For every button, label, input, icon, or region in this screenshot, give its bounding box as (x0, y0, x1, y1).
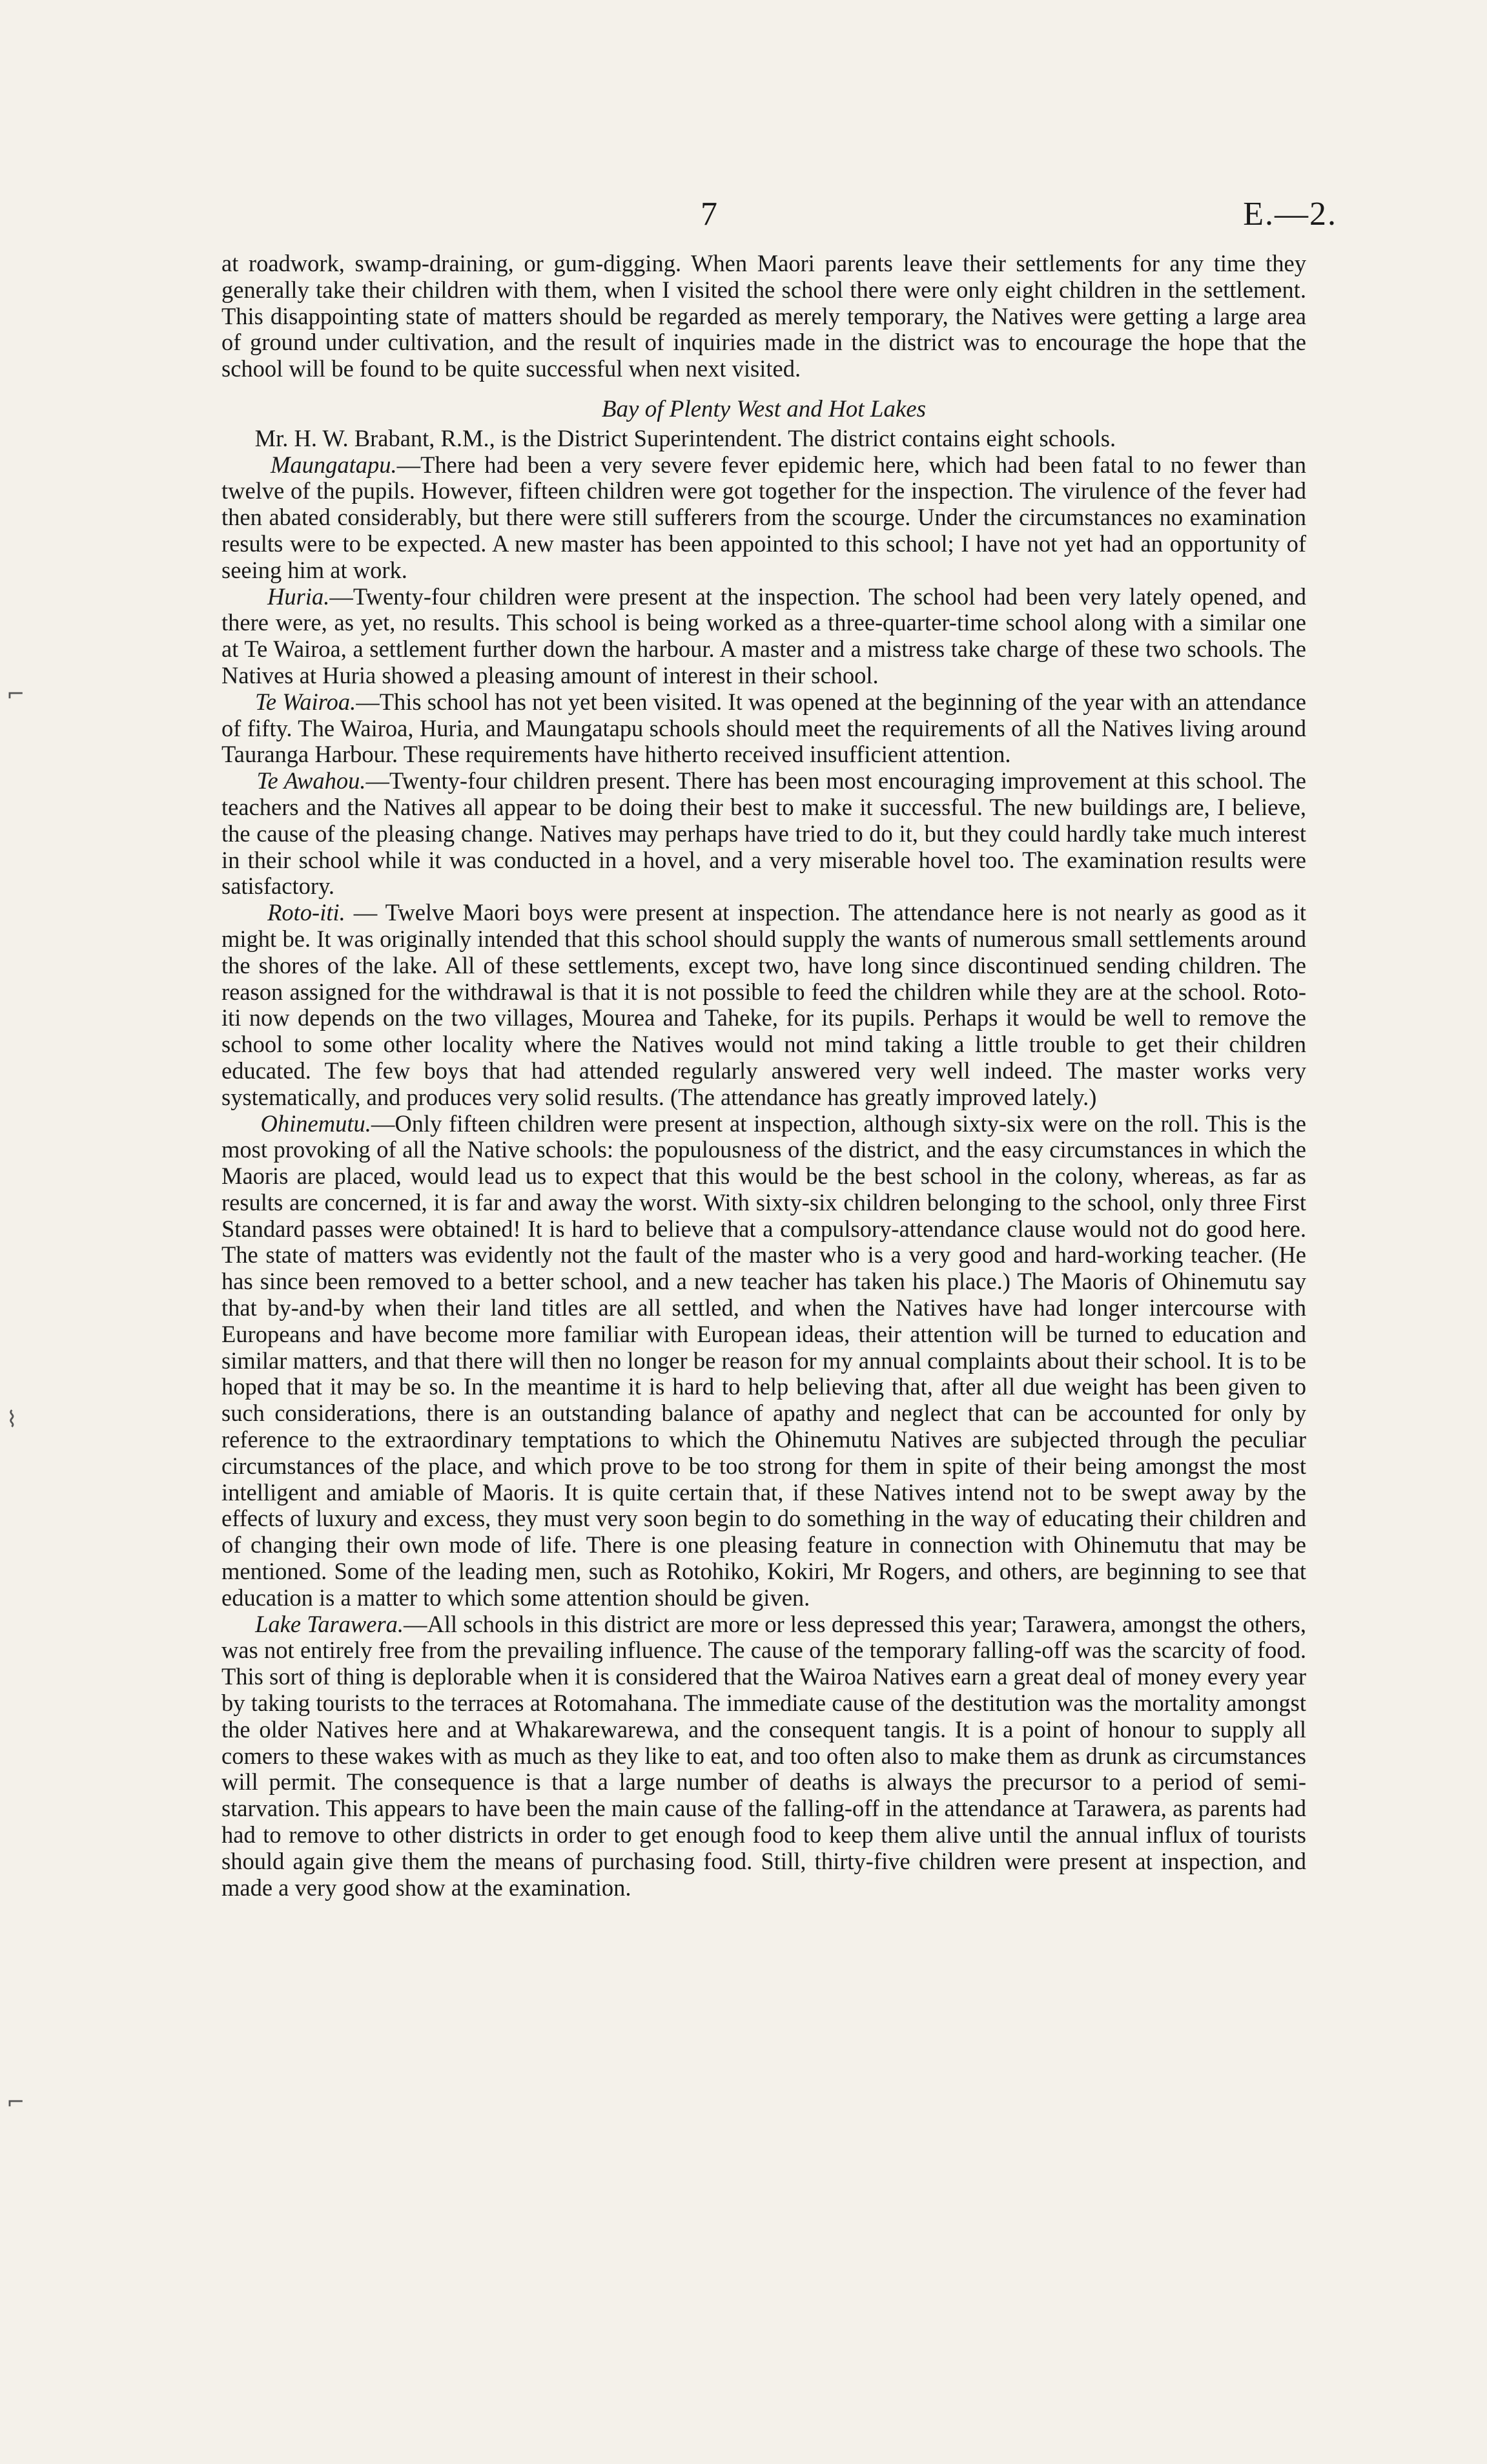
school-paragraph-maungatapu (221, 452, 1306, 584)
school-paragraph-roto-iti (221, 900, 1306, 1110)
school-name: Maungatapu. (270, 451, 397, 478)
school-text: —All schools in this district are more or less depressed this year; Tarawera, amongst the others, was not entirely free from the prevailing influence. The cause of the temporary falling-off was the scarcity of food. This sort of thing is deplorable when it is considered that the Wairoa Natives earn a great deal of money every year by taking tourists to the terraces at Rotomahana. The immediate cause of the destitution was the mortality amongst the older Natives here and at Whakarewarewa, and the consequent tangis. It is a point of honour to supply all comers to these wakes with as much as they like to eat, and too often also to make them as drunk as circumstances will permit. The consequence is that a large number of deaths is always the precursor to a period of semi-starvation. This appears to have been the main cause of the falling-off in the attendance at Tarawera, as parents had had to remove to other districts in order to get enough food to keep them alive until the annual influx of tourists should again give them the means of purchasing food. Still, thirty-five children were present at inspection, and made a very good show at the examination. (221, 1610, 1307, 1901)
school-paragraph-huria (221, 584, 1306, 689)
margin-mark: ⌐ (6, 2089, 25, 2115)
school-text: —Only fifteen children were present at inspection, although sixty-six were on the roll. This is the most provoking of all the Native schools: the populousness of the district, and the easy circumstances in which the Maoris are placed, would lead us to expect that this would be the best school in the colony, whereas, as far as results are concerned, it is far and away the worst. With sixty-six children belonging to the school, only three First Standard passes were obtained! It is hard to believe that a compulsory-attendance clause would not do good here. The state of matters was evidently not the fault of the master who is a very good and hard-working teacher. (He has since been removed to a better school, and a new teacher has taken his place.) The Maoris of Ohinemutu say that by-and-by when their land titles are all settled, and when the Natives have had longer intercourse with Europeans and have become more familiar with European ideas, their attention will be turned to education and similar matters, and that there will then no longer be reason for my annual complaints about their school. It is to be hoped that it may be so. In the meantime it is hard to help believing that, after all due weight has been given to such considerations, there is an outstanding balance of apathy and neglect that can be accounted for only by reference to the extraordinary temptations to which the Ohinemutu Natives are subjected through the peculiar circumstances of the place, and which prove to be too strong for them in spite of their being amongst the most intelligent and amiable of Maoris. It is quite certain that, if these Natives intend not to be swept away by the effects of luxury and excess, they must very soon begin to do something in the way of educating their children and of changing their own mode of life. There is one pleasing feature in connection with Ohinemutu that may be mentioned. Some of the leading men, such as Rotohiko, Kokiri, Mr Rogers, and others, are beginning to see that education is a matter to which some attention should be given. (221, 1110, 1307, 1611)
school-text: — Twelve Maori boys were present at inspection. The attendance here is not nearly as good as it might be. It was originally intended that this school should supply the wants of numerous small settlements around the shores of the lake. All of these settlements, except two, have long since discontinued sending children. The reason assigned for the withdrawal is that it is not possible to feed the children while they are at the school. Roto-iti now depends on the two villages, Mourea and Taheke, for its pupils. Perhaps it would be well to remove the school to some other locality where the Natives would not mind taking a little trouble to get their children educated. The few boys that had attended regularly answered very well indeed. The master works very systematically, and produces very solid results. (The attendance has greatly improved lately.) (221, 899, 1307, 1110)
school-name: Ohinemutu. (260, 1110, 371, 1137)
document-reference: E.—2. (1243, 196, 1337, 233)
school-text: —Twenty-four children present. There has been most encouraging improvement at this school. The teachers and the Natives all appear to be doing their best to make it successful. The new buildings are, I believe, the cause of the pleasing change. Natives may perhaps have tried to do it, but they could hardly take much interest in their school while it was conducted in a hovel, and a very miserable hovel too. The examination results were satisfactory. (221, 767, 1306, 900)
school-text: —Twenty-four children were present at the inspection. The school had been very lately opened, and there were, as yet, no results. This school is being worked as a three-quarter-time school along with a similar one at Te Wairoa, a settlement further down the harbour. A master and a mistress take charge of these two schools. The Natives at Huria showed a pleasing amount of interest in their school. (221, 583, 1306, 688)
section-heading: Bay of Plenty West and Hot Lakes (601, 395, 927, 422)
intro-paragraph: at roadwork, swamp-draining, or gum-digging. When Maori parents leave their settlements for any time they generally take their children with them, when I visited the school there were only eight children in the settlement. This disappointing state of matters should be regarded as merely temporary, the Natives were getting a large area of ground under cultivation, and the result of inquiries made in the district was to encourage the hope that the school will be found to be quite successful when next visited. (221, 250, 1306, 382)
school-name: Lake Tarawera. (255, 1610, 404, 1637)
school-text: —There had been a very severe fever epidemic here, which had been fatal to no fewer than twelve of the pupils. However, fifteen children were got together for the inspection. The virulence of the fever had then abated considerably, but there were still sufferers from the scourge. Under the circumstances no examination results were to be expected. A new master has been appointed to this school; I have not yet had an opportunity of seeing him at work. (221, 451, 1307, 583)
school-name: Roto-iti. (267, 899, 345, 926)
school-text: —This school has not yet been visited. It was opened at the beginning of the year with an attendance of fifty. The Wairoa, Huria, and Maungatapu schools should meet the requirements of all the Natives living around Tauranga Harbour. These requirements have hitherto received insufficient attention. (221, 688, 1307, 768)
margin-mark: ⌐ (6, 681, 25, 707)
school-paragraph-lake-tarawera (221, 1611, 1306, 1901)
school-paragraph-te-awahou (221, 768, 1306, 900)
superintendent-line: Mr. H. W. Brabant, R.M., is the District Superintendent. The district contains eight schools. (254, 424, 1116, 451)
page-number: 7 (701, 196, 717, 233)
margin-mark: ⌇ (6, 1407, 17, 1433)
school-name: Huria. (267, 583, 330, 610)
page-header (0, 195, 1487, 247)
school-paragraph-ohinemutu (221, 1111, 1306, 1611)
school-paragraph-te-wairoa (221, 689, 1306, 768)
school-name: Te Awahou. (256, 767, 366, 794)
document-body (221, 251, 1306, 1901)
school-name: Te Wairoa. (254, 688, 356, 715)
